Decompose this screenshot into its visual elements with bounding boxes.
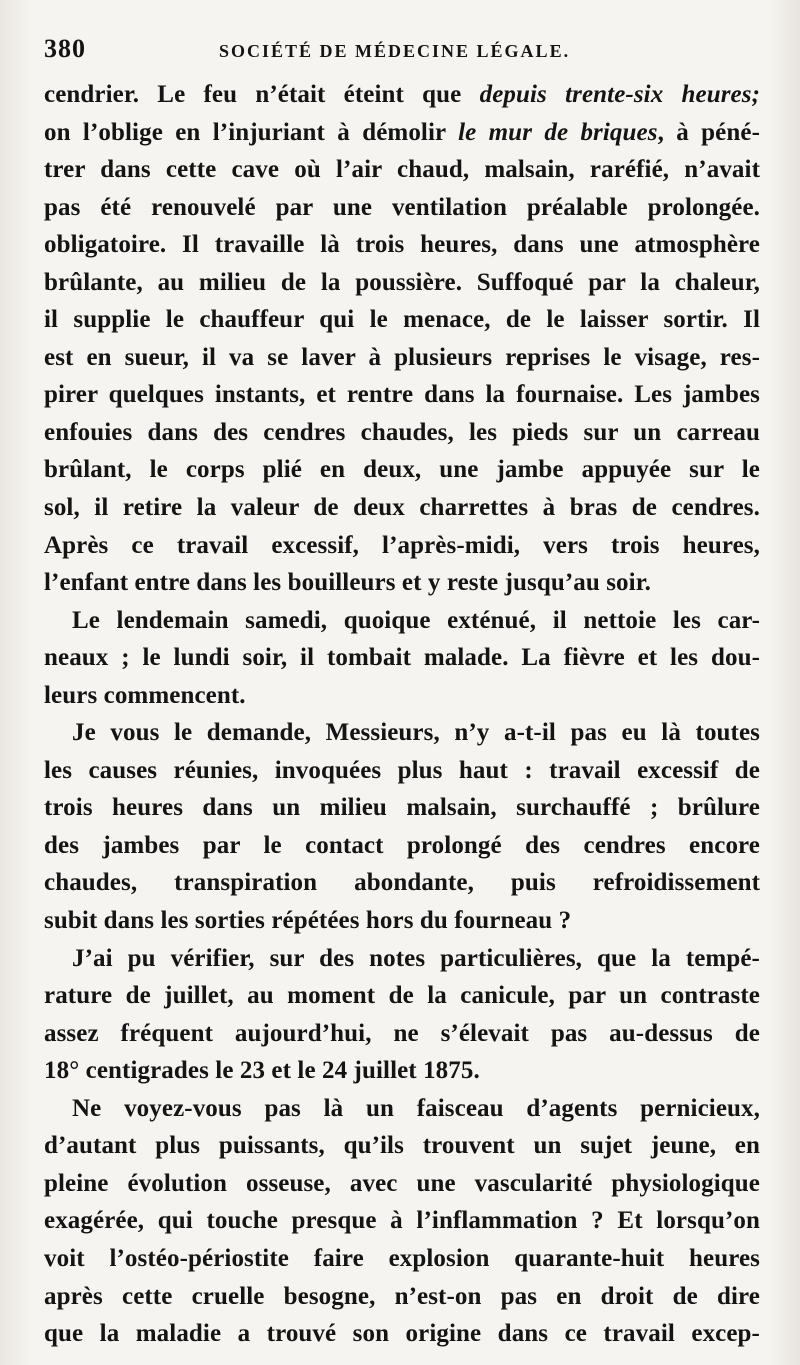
text-line xyxy=(44,339,760,377)
text-line xyxy=(44,489,760,527)
running-head xyxy=(44,34,760,76)
text-line xyxy=(44,1052,760,1090)
text-line xyxy=(44,1090,760,1128)
text-line xyxy=(44,639,760,677)
text-line xyxy=(44,1127,760,1165)
text-line xyxy=(44,76,760,114)
italic-text: le mur de briques xyxy=(458,118,658,146)
text-line xyxy=(44,789,760,827)
italic-text: depuis trente-six heures; xyxy=(479,81,760,108)
text-line xyxy=(44,114,760,152)
text-line xyxy=(44,977,760,1015)
text-segment: cendrier. Le feu n’était éteint que xyxy=(44,81,480,108)
text-line xyxy=(44,1165,760,1203)
text-segment: Je vous le demande, Messieurs, n’y a-t-il pas eu là toutes xyxy=(72,719,760,747)
text-segment: Ne voyez-vous pas là un faisceau d’agents pernicieux, xyxy=(72,1094,760,1122)
text-line xyxy=(44,527,760,565)
text-line xyxy=(44,151,760,189)
text-segment: les causes réunies, invoquées plus haut : travail excessif de xyxy=(44,756,760,784)
text-segment: Le lendemain samedi, quoique exténué, il nettoie les car- xyxy=(72,606,760,634)
text-segment: il supplie le chauffeur qui le menace, de le laisser sortir. Il xyxy=(44,306,760,334)
text-segment: que la maladie a trouvé son origine dans ce travail excep- xyxy=(44,1320,760,1348)
text-line xyxy=(44,902,760,940)
text-segment: chaudes, transpiration abondante, puis refroidissement xyxy=(44,869,760,897)
text-segment: voit l’ostéo-périostite faire explosion quarante-huit heures xyxy=(44,1244,760,1272)
text-segment: assez fréquent aujourd’hui, ne s’élevait pas au-dessus de xyxy=(44,1019,760,1047)
text-line xyxy=(44,714,760,752)
text-segment: rature de juillet, au moment de la canicule, par un contraste xyxy=(44,982,760,1010)
text-segment: pleine évolution osseuse, avec une vascularité physiologique xyxy=(44,1169,760,1197)
text-segment: brûlante, au milieu de la poussière. Suffoqué par la chaleur, xyxy=(44,268,760,296)
text-segment: d’autant plus puissants, qu’ils trouvent un sujet jeune, en xyxy=(44,1132,760,1160)
text-segment: leurs commencent. xyxy=(44,681,246,709)
text-line xyxy=(44,1202,760,1240)
text-line xyxy=(44,414,760,452)
text-segment: J’ai pu vérifier, sur des notes particulières, que la tempé- xyxy=(72,944,760,972)
text-line xyxy=(44,1015,760,1053)
text-segment: obligatoire. Il travaille là trois heures, dans une atmosphère xyxy=(44,231,760,259)
text-line xyxy=(44,264,760,302)
text-segment: exagérée, qui touche presque à l’inflammation ? Et lorsqu’on xyxy=(44,1207,760,1235)
text-line xyxy=(44,827,760,865)
body-text xyxy=(44,76,760,1353)
text-line xyxy=(44,602,760,640)
text-line xyxy=(44,864,760,902)
text-segment: on l’oblige en l’injuriant à démolir xyxy=(44,118,459,146)
text-segment: est en sueur, il va se laver à plusieurs reprises le visage, res- xyxy=(44,343,760,371)
text-segment: subit dans les sorties répétées hors du fourneau ? xyxy=(44,907,572,935)
text-line xyxy=(44,752,760,790)
text-segment: pas été renouvelé par une ventilation préalable prolongée. xyxy=(44,193,760,221)
text-line xyxy=(44,564,760,602)
text-segment: 18° centigrades le 23 et le 24 juillet 1875. xyxy=(44,1057,480,1085)
text-segment: neaux ; le lundi soir, il tombait malade. La fièvre et les dou- xyxy=(44,644,760,672)
text-segment: brûlant, le corps plié en deux, une jambe appuyée sur le xyxy=(44,456,760,484)
text-line xyxy=(44,1315,760,1353)
text-line xyxy=(44,451,760,489)
text-segment: Après ce travail excessif, l’après-midi, vers trois heures, xyxy=(44,531,760,559)
text-segment: sol, il retire la valeur de deux charrettes à bras de cendres. xyxy=(44,494,760,522)
text-segment: trois heures dans un milieu malsain, surchauffé ; brûlure xyxy=(44,794,760,822)
text-segment: , à péné- xyxy=(657,118,760,146)
text-line xyxy=(44,940,760,978)
text-segment: enfouies dans des cendres chaudes, les pieds sur un carreau xyxy=(44,418,760,446)
text-line xyxy=(44,1278,760,1316)
text-line xyxy=(44,189,760,227)
running-title: SOCIÉTÉ DE MÉDECINE LÉGALE. xyxy=(219,41,571,61)
text-line xyxy=(44,1240,760,1278)
text-segment: des jambes par le contact prolongé des cendres encore xyxy=(44,831,760,859)
text-segment: après cette cruelle besogne, n’est-on pas en droit de dire xyxy=(44,1282,760,1310)
text-line xyxy=(44,301,760,339)
text-segment: trer dans cette cave où l’air chaud, malsain, raréfié, n’avait xyxy=(44,156,760,184)
text-segment: l’enfant entre dans les bouilleurs et y reste jusqu’au soir. xyxy=(44,569,651,597)
page-number: 380 xyxy=(44,34,86,63)
text-line xyxy=(44,376,760,414)
text-line xyxy=(44,677,760,715)
text-line xyxy=(44,226,760,264)
text-segment: pirer quelques instants, et rentre dans la fournaise. Les jambes xyxy=(44,381,760,409)
